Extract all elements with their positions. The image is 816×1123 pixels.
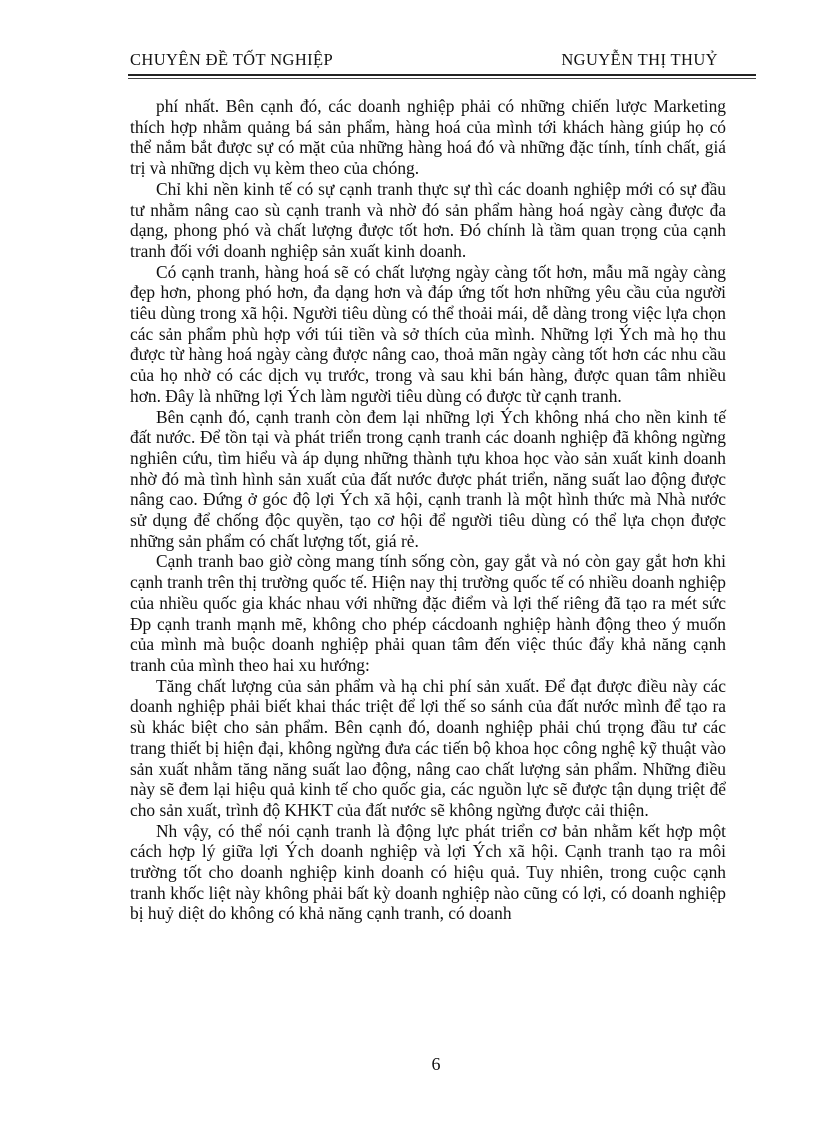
header-rule-thin — [128, 78, 756, 79]
header-title: CHUYÊN ĐỀ TỐT NGHIỆP — [130, 50, 334, 69]
paragraph: Nh vậy, có thể nói cạnh tranh là động lực phát triển cơ bản nhằm kết hợp một cách hợp lý giữa lợi Ých doanh nghiệp và lợi Ých xã hội. Cạnh tranh tạo ra môi trường tốt cho doanh nghiệp kinh doanh có hiệu quả. Tuy nhiên, trong cuộc cạnh tranh khốc liệt này không phải bất kỳ doanh nghiệp nào cũng có lợi, có doanh nghiệp bị huỷ diệt do không có khả năng cạnh tranh, có doanh — [130, 820, 726, 924]
paragraph: Chỉ khi nền kinh tế có sự cạnh tranh thực sự thì các doanh nghiệp mới có sự đầu tư nhằm nâng cao sù cạnh tranh và nhờ đó sản phẩm hàng hoá ngày càng được đa dạng, phong phó và chất lượng được tốt hơn. Đó chính là tầm quan trọng của cạnh tranh đối với doanh nghiệp sản xuất kinh doanh. — [130, 178, 726, 261]
paragraph: Cạnh tranh bao giờ còng mang tính sống còn, gay gắt và nó còn gay gắt hơn khi cạnh tranh trên thị trường quốc tế. Hiện nay thị trường quốc tế có nhiều doanh nghiệp của nhiều quốc gia khác nhau với những đặc điểm và lợi thế riêng đã tạo ra mét sức Đp cạnh tranh mạnh mẽ, không cho phép cácdoanh nghiệp hành động theo ý muốn của mình mà buộc doanh nghiệp phải quan tâm đến việc thúc đẩy khả năng cạnh tranh của mình theo hai xu hướng: — [130, 551, 727, 675]
header-author: NGUYỄN THỊ THUỶ — [561, 50, 718, 69]
page-header — [128, 50, 756, 74]
page-number: 6 — [431, 1054, 441, 1074]
paragraph: phí nhất. Bên cạnh đó, các doanh nghiệp phải có những chiến lược Marketing thích hợp nhằm quảng bá sản phẩm, hàng hoá của mình tới khách hàng giúp họ có thể nắm bắt được sự có mặt của những hàng hoá đó và những đặc tính, tính chất, giá trị và những dịch vụ kèm theo của chóng. — [130, 96, 726, 179]
header-rule-thick — [128, 74, 756, 76]
paragraph: Tăng chất lượng của sản phẩm và hạ chi phí sản xuất. Để đạt được điều này các doanh nghiệp phải biết khai thác triệt để lợi thế so sánh của đất nước mình để tạo ra sù khác biệt cho sản phẩm. Bên cạnh đó, doanh nghiệp phải chú trọng đầu tư các trang thiết bị hiện đại, không ngừng đưa các tiến bộ khoa học công nghệ kỹ thuật vào sản xuất nhằm tăng năng suất lao động, nâng cao chất lượng sản phẩm. Những điều này sẽ đem lại hiệu quả kinh tế cho quốc gia, các nguồn lực sẽ được tận dụng triệt để cho sản xuất, trình độ KHKT của đất nước sẽ không ngừng được cải thiện. — [130, 675, 726, 820]
paragraph: Bên cạnh đó, cạnh tranh còn đem lại những lợi Ých không nhá cho nền kinh tế đất nước. Để tồn tại và phát triển trong cạnh tranh các doanh nghiệp đã không ngừng nghiên cứu, tìm hiểu và áp dụng những thành tựu khoa học vào sản xuất kinh doanh nhờ đó mà tình hình sản xuất của đất nước được phát triển, năng suất lao động được nâng cao. Đứng ở góc độ lợi Ých xã hội, cạnh tranh là một hình thức mà Nhà nước sử dụng để chống độc quyền, tạo cơ hội để người tiêu dùng có thể lựa chọn được những sản phẩm có chất lượng tốt, giá rẻ. — [130, 406, 726, 551]
body-text — [130, 96, 726, 924]
paragraph: Có cạnh tranh, hàng hoá sẽ có chất lượng ngày càng tốt hơn, mẫu mã ngày càng đẹp hơn, phong phó hơn, đa dạng hơn và đáp ứng tốt hơn những yêu cầu của người tiêu dùng trong xã hội. Người tiêu dùng có thể thoải mái, dễ dàng trong việc lựa chọn các sản phẩm phù hợp với túi tiền và sở thích của mình. Những lợi Ých mà họ thu được từ hàng hoá ngày càng được nâng cao, thoả mãn ngày càng tốt hơn các nhu cầu của họ nhờ có các dịch vụ trước, trong và sau khi bán hàng, được quan tâm nhiều hơn. Đây là những lợi Ých làm người tiêu dùng có được từ cạnh tranh. — [130, 261, 726, 406]
